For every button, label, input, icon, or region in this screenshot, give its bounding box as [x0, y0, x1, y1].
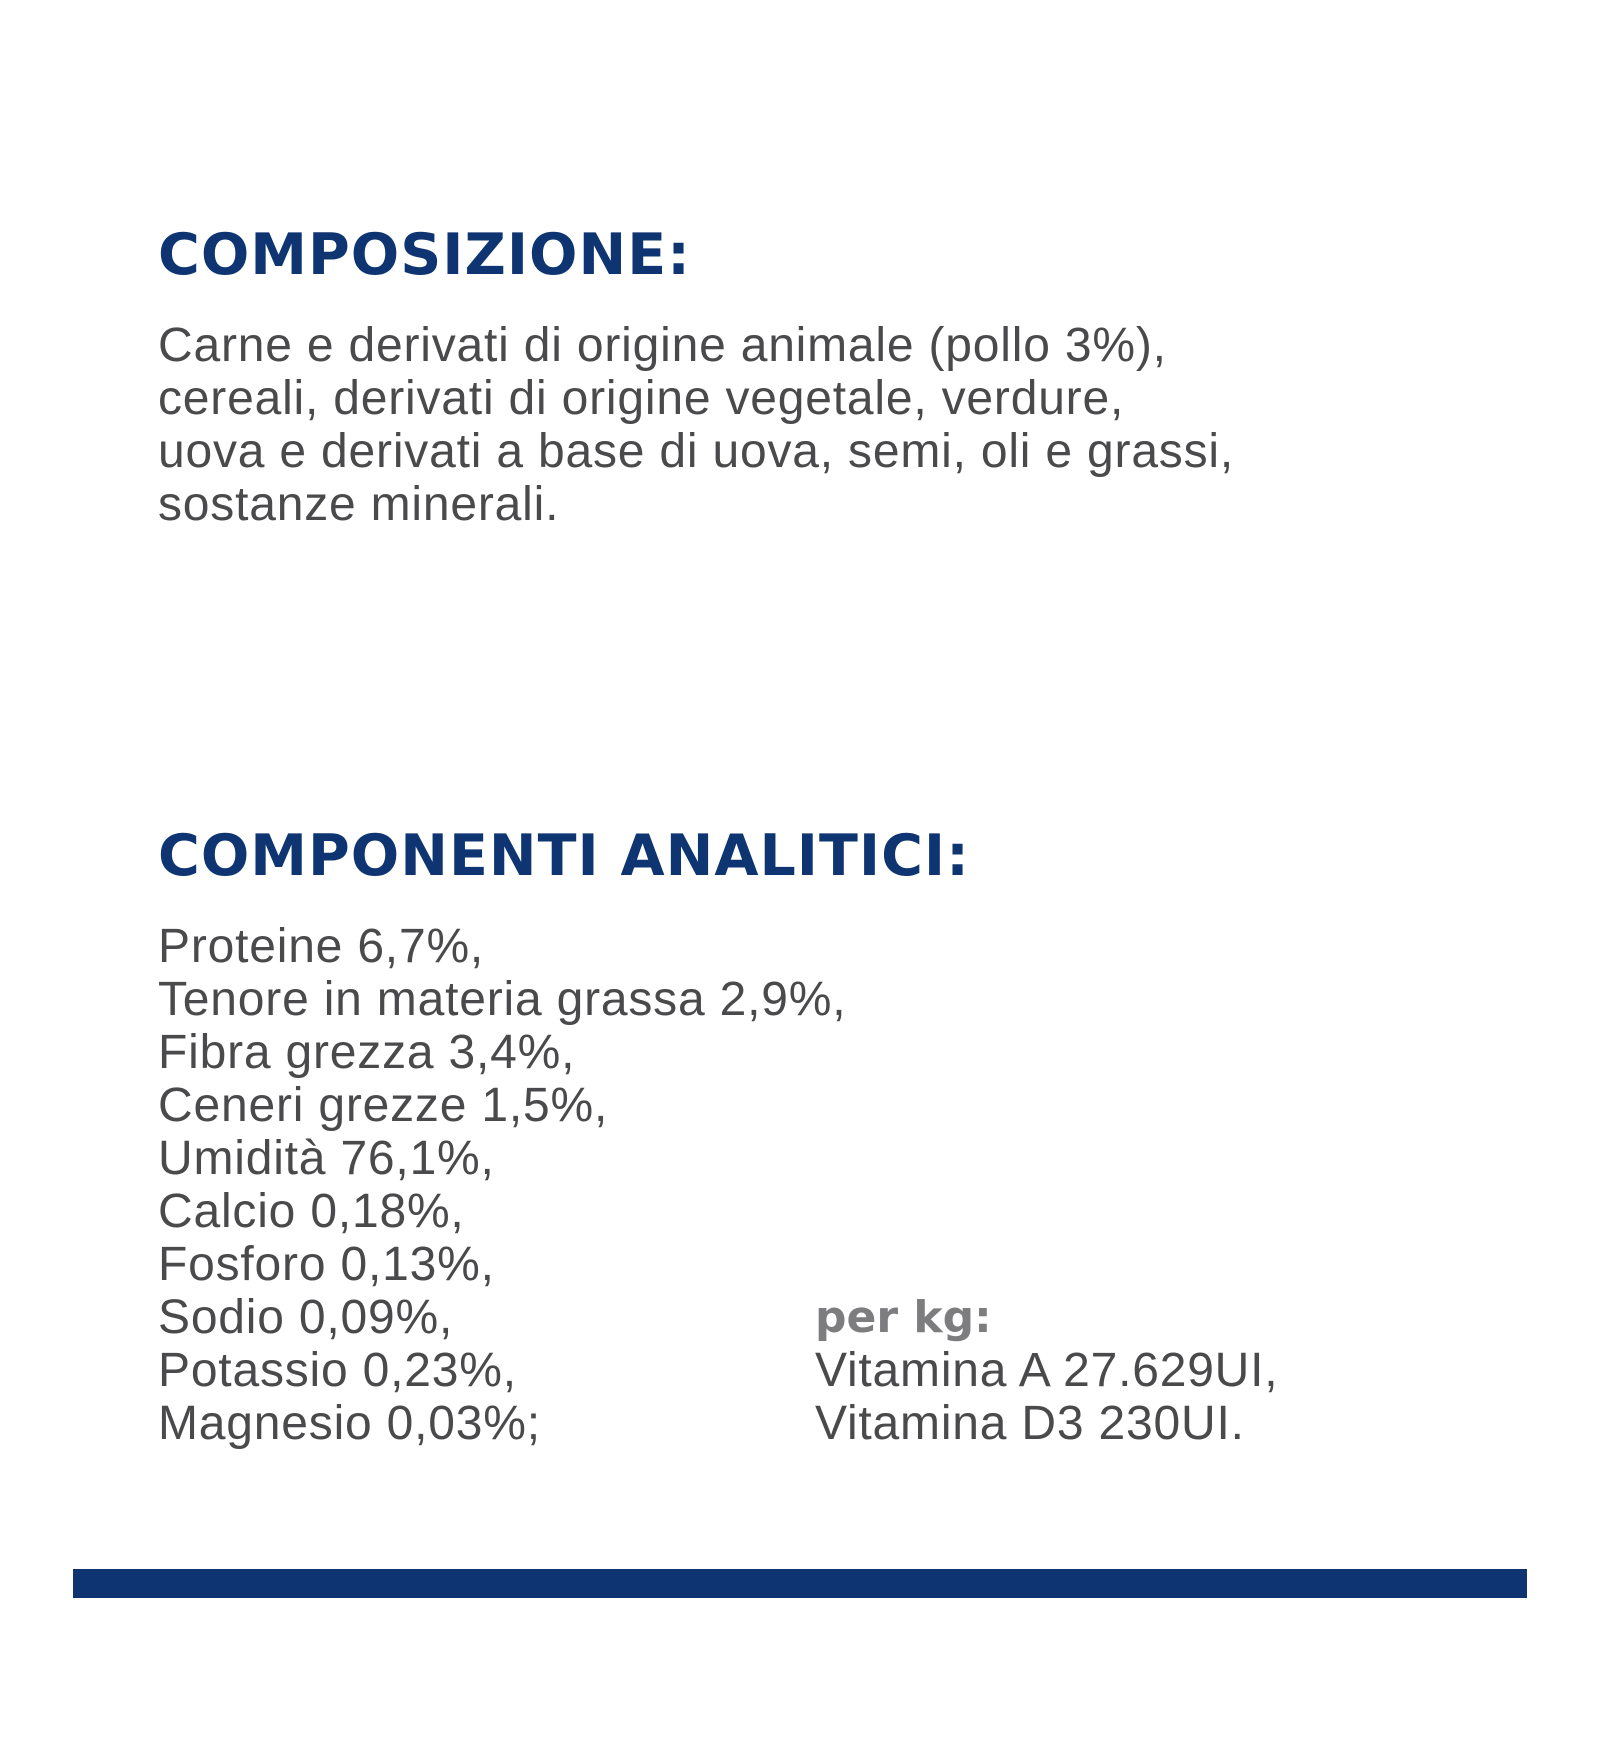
composizione-line: cereali, derivati di origine vegetale, verdure, — [158, 372, 1125, 425]
list-item-ceneri: Ceneri grezze 1,5%, — [158, 1079, 609, 1132]
list-item-umidita: Umidità 76,1%, — [158, 1132, 495, 1185]
list-item-vitamina-d3: Vitamina D3 230UI. — [815, 1397, 1245, 1450]
list-item-vitamina-a: Vitamina A 27.629UI, — [815, 1344, 1279, 1397]
per-kg-title: per kg: — [815, 1292, 992, 1343]
list-item-fibra: Fibra grezza 3,4%, — [158, 1026, 576, 1079]
list-item-potassio: Potassio 0,23%, — [158, 1344, 517, 1397]
composizione-line: uova e derivati a base di uova, semi, oli e grassi, — [158, 425, 1235, 478]
vitamin-list — [815, 1344, 1278, 1450]
bottom-divider-bar — [73, 1569, 1527, 1598]
componenti-analitici-heading: COMPONENTI ANALITICI: — [158, 823, 970, 889]
list-item-sodio: Sodio 0,09%, — [158, 1291, 454, 1344]
list-item-grassi: Tenore in materia grassa 2,9%, — [158, 973, 847, 1026]
composizione-line: sostanze minerali. — [158, 478, 560, 531]
analytic-components-list — [158, 920, 846, 1450]
list-item-calcio: Calcio 0,18%, — [158, 1185, 465, 1238]
composizione-line: Carne e derivati di origine animale (pollo 3%), — [158, 319, 1167, 372]
list-item-fosforo: Fosforo 0,13%, — [158, 1238, 495, 1291]
composizione-text — [158, 319, 1458, 531]
list-item-magnesio: Magnesio 0,03%; — [158, 1397, 541, 1450]
composizione-heading: COMPOSIZIONE: — [158, 222, 691, 288]
list-item-proteine: Proteine 6,7%, — [158, 920, 485, 973]
